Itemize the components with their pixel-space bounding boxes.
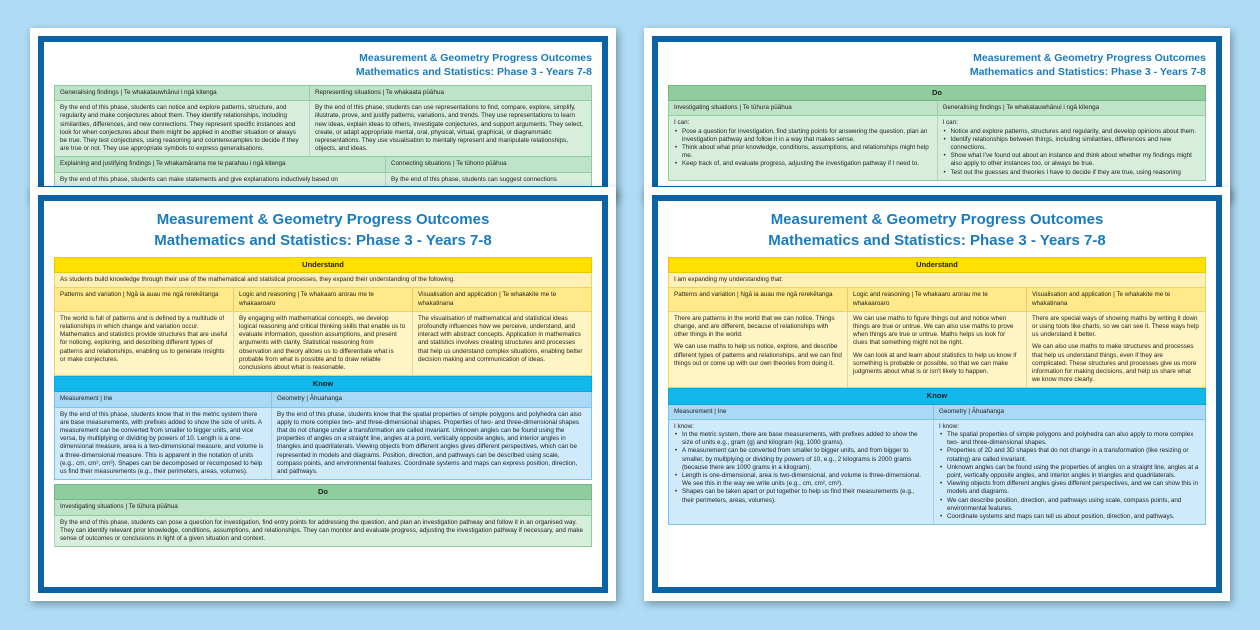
- worksheet-preview-front-left: [30, 187, 616, 601]
- cell-geometry: By the end of this phase, students know that the spatial properties of simple polygons and polyhedra can also apply to more complex two- and three-dimensional shapes. Properties of two- and three-dimensional shapes that do not change under a transformation are called invariant. Unknown angles can be found using the properties of angles on a straight line, angles at a point, vertically opposite angles, and interior angles in triangles and quadrilaterals. Viewing objects from different angles gives different perspectives, which can be represented in models and diagrams. Position, direction, and pathways can be described using scale, compass points, and environmental features. Coordinate systems and maps can express position, direction, and pathways.: [271, 408, 591, 480]
- cell-patterns: [669, 312, 847, 388]
- cell-logic: [847, 312, 1026, 388]
- list-item: • Coordinate systems and maps can tell us about position, direction, and pathways.: [939, 513, 1200, 521]
- column-header-investigating: Investigating situations | Te tūhura pūāhua: [54, 500, 592, 515]
- do-band: Do: [54, 484, 592, 500]
- cell-generalising: By the end of this phase, students can notice and explore patterns, structure, and regularity and make conjectures about them. They identify relationships, including similarities, differences, and new connections. They represent specific instances and look for when conjectures about them might be applied in another situation or always be true. They test conjectures, using reasoning and counterexamples to decide if they are true or not. They use appropriate symbols to express generalisations.: [60, 104, 299, 153]
- column-header-representing: Representing situations | Te whakaata pūāhua: [309, 86, 591, 100]
- paragraph: We can use maths to figure things out and notice when things are true or untrue. We can also use maths to prove when things are true or untrue. Maths helps us look for clues that something might not be right.: [853, 314, 1014, 347]
- column-header-measurement: Measurement | Ine: [674, 407, 727, 415]
- do-table: [54, 85, 592, 188]
- outcomes-table: [668, 257, 1206, 525]
- paragraph: We can also use maths to make structures and processes that help us understand things, even if they are complicated. These structures and processes give us more information for making decisions, and help us share what we know more clearly.: [1032, 343, 1197, 384]
- list-item: • Keep track of, and evaluate progress, adjusting the investigation pathway if I need to.: [674, 160, 932, 168]
- cell-representing: By the end of this phase, students can use representations to find, compare, explore, simplify, illustrate, prove, and justify patterns, variations, and trends. They use representations to learn new ideas, explain ideas to others, investigate conjectures, and support arguments. They select, create, or adapt appropriate mental, oral, physical, virtual, graphical, or diagrammatic representations. They use visualisation to mentally represent and manipulate relationships, objects, and ideas.: [309, 101, 591, 156]
- column-header-logic: Logic and reasoning | Te whakaaro arorau me te whakaaroaro: [233, 288, 412, 310]
- cell-measurement: [669, 420, 933, 524]
- paragraph: There are special ways of showing maths by writing it down or using tools like charts, so we can see it. These ways help us understand it better.: [1032, 314, 1199, 339]
- cell-geometry: [933, 420, 1205, 524]
- paragraph: There are patterns in the world that we can notice. Things change, and are different, because of relationships with other things in the world.: [674, 314, 835, 339]
- list-item: • Length is one-dimensional, area is two-dimensional, and volume is three-dimensional. We see this in the way we write units (e.g., cm, cm², cm³).: [674, 472, 928, 488]
- understand-band: Understand: [668, 257, 1206, 273]
- list-item: • Identify relationships between things, including similarities, differences and new connections.: [943, 136, 1201, 152]
- column-header-geometry: Geometry | Āhuahanga: [933, 405, 1205, 419]
- list-item: • Pose a question for investigation, find starting points for answering the question, plan an investigation pathway and follow it in a way that makes sense.: [674, 128, 932, 144]
- column-header-patterns: Patterns and variation | Ngā ia auau me ngā rerekētanga: [60, 291, 219, 299]
- cell-generalising: [937, 116, 1206, 179]
- cell-investigating: [669, 116, 937, 179]
- worksheet-preview-back-left: [30, 28, 616, 200]
- page-frame: [652, 195, 1222, 593]
- worksheet-preview-back-right: [644, 28, 1230, 200]
- page-frame: [38, 36, 608, 192]
- list-item: • Show what I've found out about an instance and think about whether my findings might also apply to other instances too, or always be true.: [943, 152, 1201, 168]
- do-band: Do: [668, 85, 1206, 101]
- column-header-logic: Logic and reasoning | Te whakaaro arorau me te whakaaroaro: [847, 288, 1026, 310]
- list-item: • The spatial properties of simple polygons and polyhedra can also apply to more complex two- and three-dimensional shapes.: [939, 431, 1200, 447]
- cell-intro: I know:: [674, 422, 694, 430]
- outcomes-table: [54, 257, 592, 547]
- understand-band: Understand: [54, 257, 592, 273]
- column-header-explaining: Explaining and justifying findings | Te whakamārama me te parahau i ngā kitenga: [60, 160, 286, 168]
- column-header-connecting: Connecting situations | Te tūhono pūāhua: [385, 157, 591, 171]
- column-header-generalising: Generalising findings | Te whakatauwhānui i ngā kitenga: [937, 101, 1206, 115]
- cell-intro: I know:: [939, 422, 959, 430]
- column-header-geometry: Geometry | Āhuahanga: [271, 392, 591, 406]
- title-line-2: Mathematics and Statistics: Phase 3 - Years 7-8: [969, 66, 1206, 78]
- column-header-patterns: Patterns and variation | Ngā ia auau me ngā rerekētanga: [674, 291, 833, 299]
- cell-measurement: By the end of this phase, students know that in the metric system there are base measurements, with prefixes added to show the size of units. A measurement can be converted from smaller to bigger units, and vice versa, by multiplying or dividing by powers of 10. Length is a one-dimensional measure, area is a two-dimensional measure, and volume is a three-dimensional measure. This is apparent in the notation of units (e.g., cm, cm², cm³). Shapes can be decomposed or recomposed to help us find their measurements (e.g., their perimeters, areas, volumes).: [60, 410, 264, 476]
- list-item: • Test out the guesses and theories I have to decide if they are true, using reasoning: [943, 169, 1201, 177]
- cell-intro: I can:: [942, 119, 958, 127]
- page-title: [658, 201, 1216, 257]
- list-item: • Think about what prior knowledge, conditions, assumptions, and relationships might help me.: [674, 144, 932, 160]
- title-line-1: Measurement & Geometry Progress Outcomes: [770, 211, 1104, 228]
- page-title: [44, 42, 602, 85]
- column-header-measurement: Measurement | Ine: [60, 395, 113, 403]
- understand-intro: I am expanding my understanding that:: [668, 273, 1206, 288]
- list-item: • We can describe position, direction, and pathways using scale, compass points, and environmental features.: [939, 497, 1200, 513]
- cell-connecting: By the end of this phase, students can suggest connections: [385, 173, 591, 187]
- list-item: • Notice and explore patterns, structures and regularity, and develop opinions about them.: [943, 128, 1201, 136]
- column-header-visualisation: Visualisation and application | Te whakakite me te whakatinana: [412, 288, 591, 310]
- column-header-generalising: Generalising findings | Te whakatauwhānui i ngā kitenga: [60, 89, 217, 96]
- list-item: • Properties of 2D and 3D shapes that do not change in a transformation (like resizing or rotating) are called invariant.: [939, 447, 1200, 463]
- page-title: [44, 201, 602, 257]
- cell-visualisation: The visualisation of mathematical and statistical ideas profoundly influences how we perceive, understand, and interact with abstract concepts. Application in mathematics and statistics involves creating structures and processes that help us understand complex situations, enabling better decision making and communication of ideas.: [412, 312, 591, 375]
- title-line-2: Mathematics and Statistics: Phase 3 - Years 7-8: [154, 232, 492, 249]
- cell-visualisation: [1026, 312, 1205, 388]
- cell-explaining: By the end of this phase, students can make statements and give explanations inductively based on: [60, 175, 338, 183]
- column-header-visualisation: Visualisation and application | Te whakakite me te whakatinana: [1026, 288, 1205, 310]
- cell-logic: By engaging with mathematical concepts, we develop logical reasoning and critical thinking skills that enable us to evaluate information, question assumptions, and present arguments with clarity. Statistical reasoning from observation and theory allows us to differentiate what is probable from what is possible and to draw reliable conclusions about what is reasonable.: [233, 312, 412, 375]
- title-line-1: Measurement & Geometry Progress Outcomes: [973, 52, 1206, 64]
- title-line-2: Mathematics and Statistics: Phase 3 - Years 7-8: [768, 232, 1106, 249]
- list-item: • Viewing objects from different angles gives different perspectives, and we can show this in models and diagrams.: [939, 480, 1200, 496]
- cell-investigating: By the end of this phase, students can pose a question for investigation, find entry points for addressing the question, and plan an investigation pathway and follow it in an organised way. They can identify relevant prior knowledge, conditions, assumptions, and relationships. They can monitor and evaluate progress, adjusting the investigation pathway if necessary, and make sense of outcomes or conclusions in light of a given situation and context.: [54, 516, 592, 548]
- understand-intro: As students build knowledge through their use of the mathematical and statistical processes, they expand their understanding of the following.: [54, 273, 592, 288]
- paragraph: We can use maths to help us notice, explore, and describe different types of patterns and relationships, and we can find things out or come up with our own theories from doing it.: [674, 343, 842, 367]
- list-item: • Shapes can be taken apart or put together to help us find their measurements (e.g., their perimeters, areas, volumes).: [674, 488, 928, 504]
- cell-patterns: The world is full of patterns and is defined by a multitude of relationships in which change and variation occur. Mathematics and statistics provide structures that are useful for noticing, exploring, and describing different types of patterns and relationships, enabling us to generate insights or make conjectures.: [60, 314, 228, 363]
- list-item: • In the metric system, there are base measurements, with prefixes added to show the size of units e.g., gram (g) and kilogram (kg, 1000 grams).: [674, 431, 928, 447]
- know-band: Know: [668, 388, 1206, 404]
- page-frame: [38, 195, 608, 593]
- list-item: • A measurement can be converted from smaller to bigger units, and from bigger to smaller, by multiplying or dividing by powers of 10, e.g., 2 kilograms is 2000 grams (because there are 1000 grams in a kilogram).: [674, 447, 928, 472]
- column-header-investigating: Investigating situations | Te tūhura pūāhua: [674, 104, 792, 112]
- title-line-1: Measurement & Geometry Progress Outcomes: [359, 52, 592, 64]
- list-item: • Unknown angles can be found using the properties of angles on a straight line, angles at a point, vertically opposite angles, and interior angles in triangles and quadrilaterals.: [939, 464, 1200, 480]
- worksheet-preview-front-right: [644, 187, 1230, 601]
- title-line-2: Mathematics and Statistics: Phase 3 - Years 7-8: [355, 66, 592, 78]
- cell-intro: I can:: [674, 119, 690, 127]
- page-title: [658, 42, 1216, 85]
- do-table: [668, 85, 1206, 181]
- page-frame: [652, 36, 1222, 192]
- paragraph: We can look at and learn about statistics to help us know if something is probable or possible, so that we can make judgments about what is or isn't likely to happen.: [853, 351, 1017, 376]
- know-band: Know: [54, 376, 592, 392]
- title-line-1: Measurement & Geometry Progress Outcomes: [156, 211, 490, 228]
